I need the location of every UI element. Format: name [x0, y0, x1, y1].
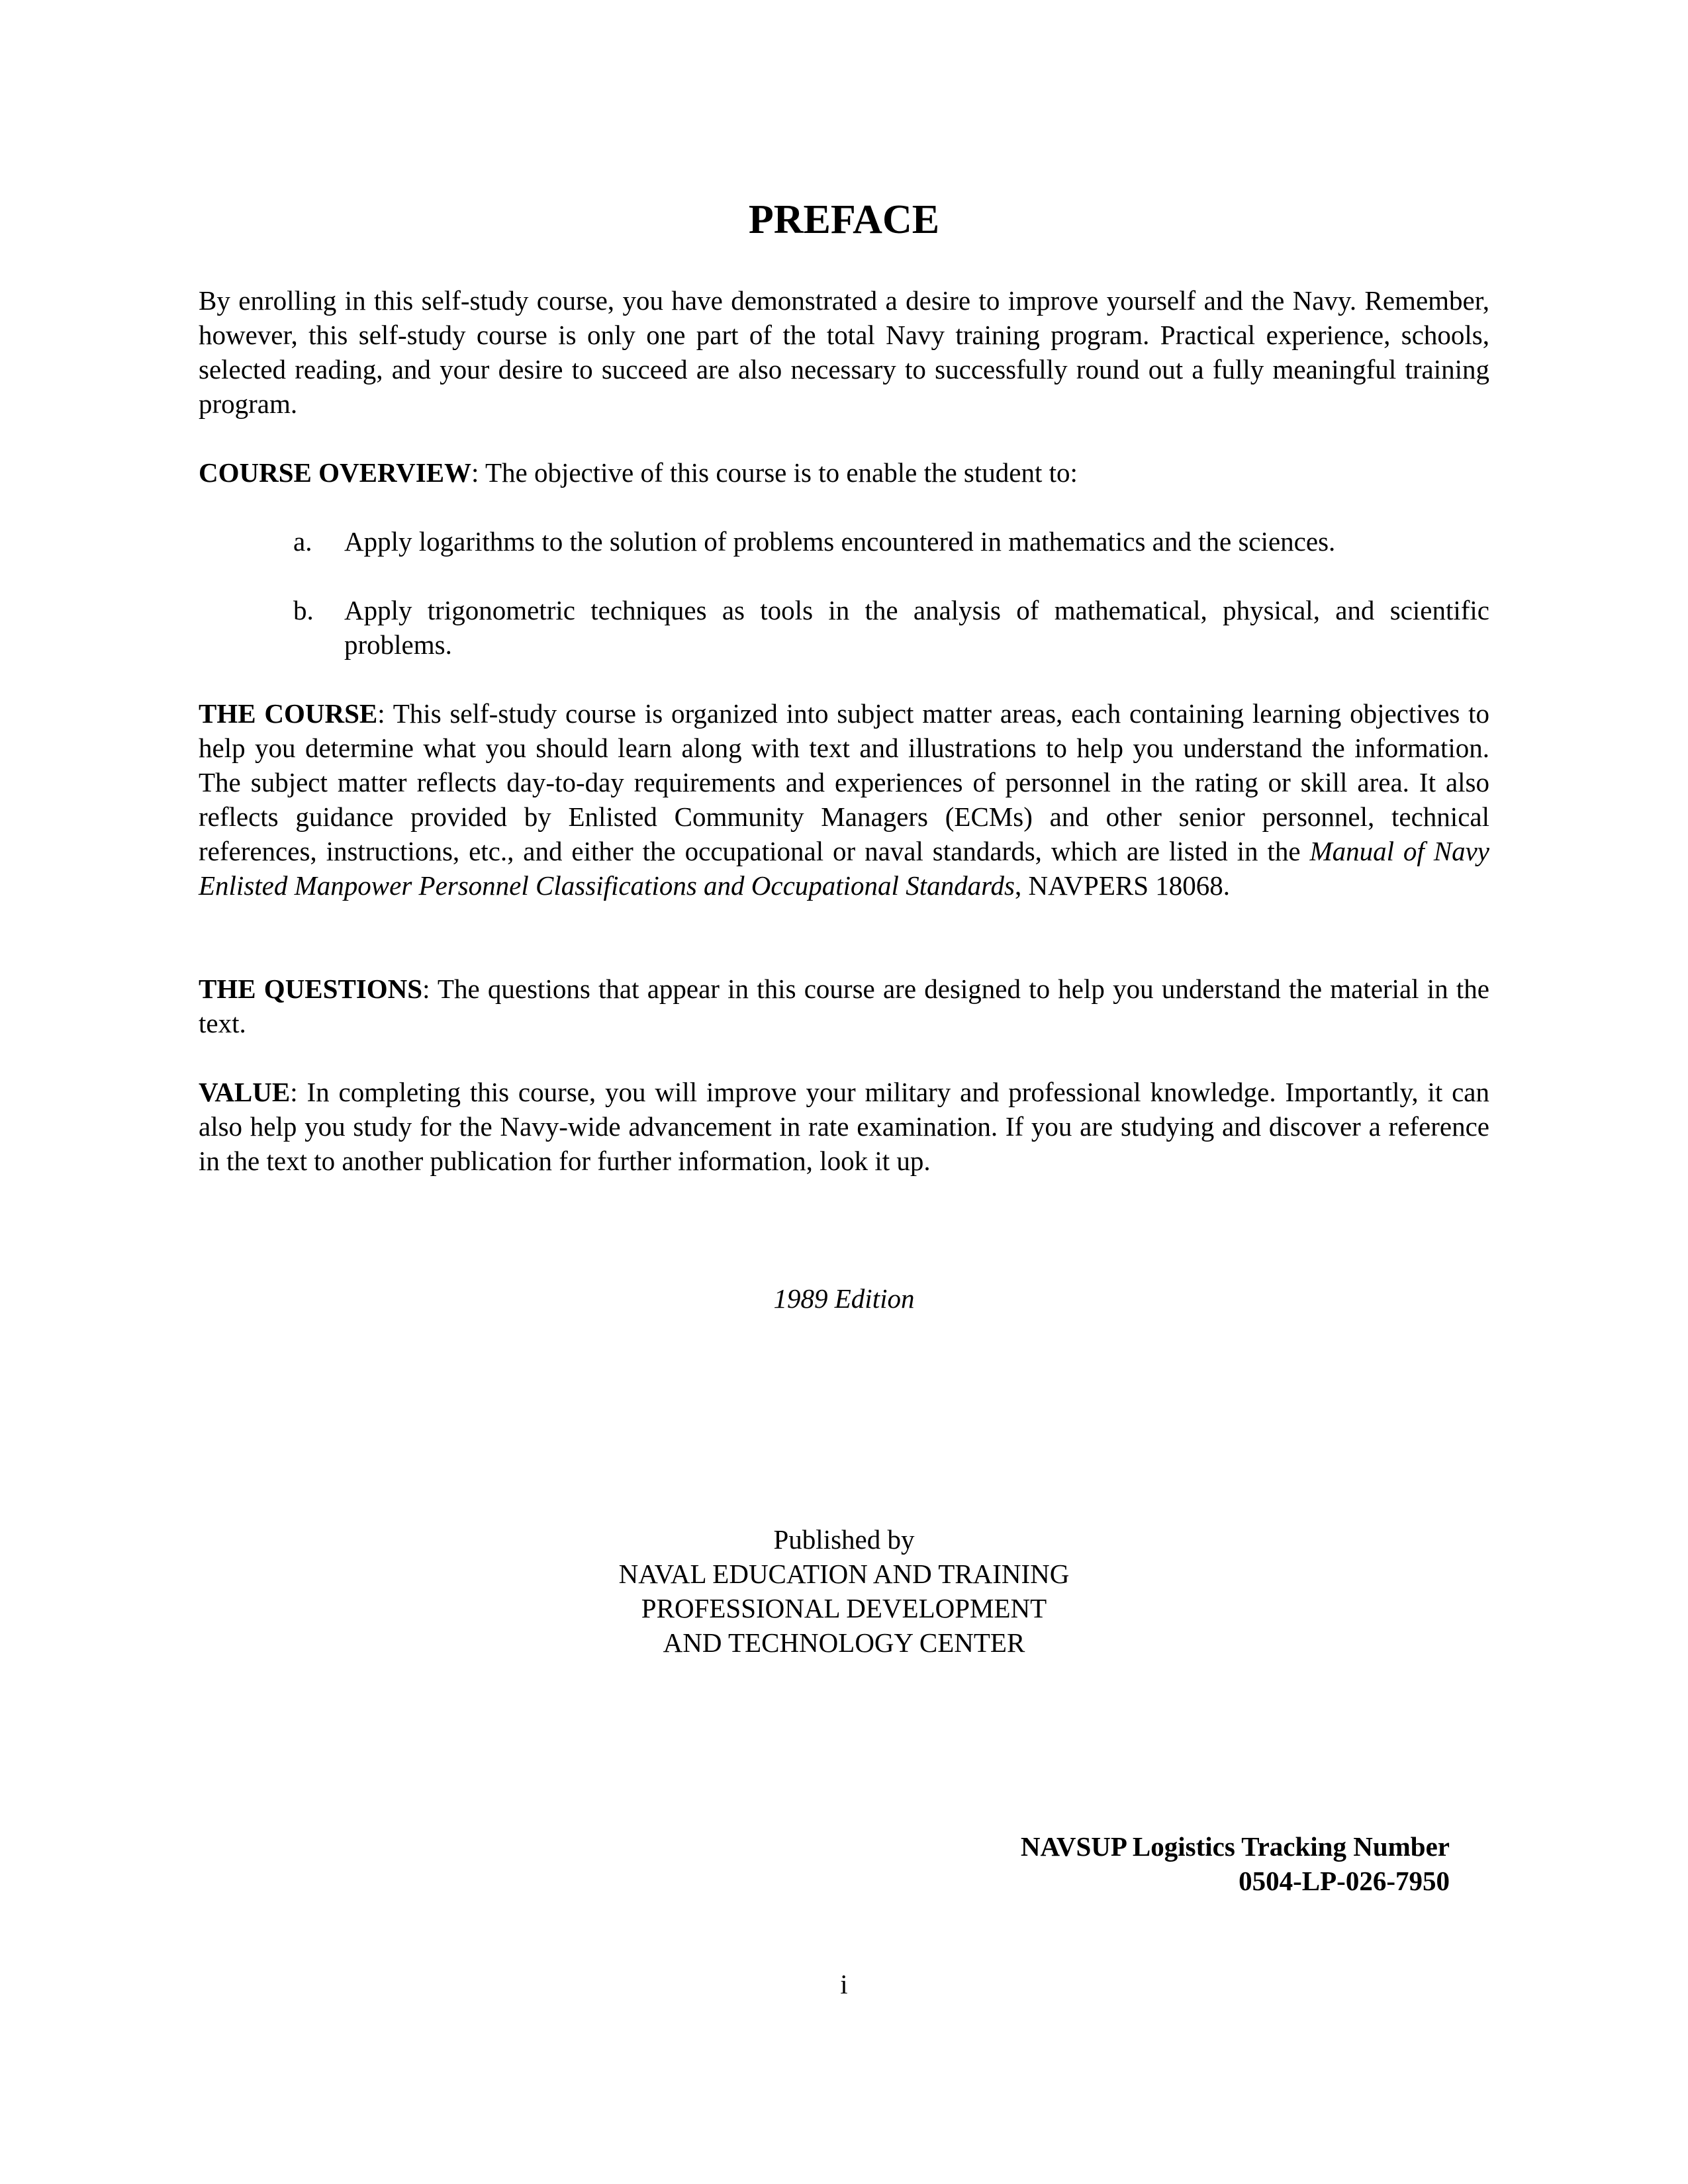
tracking-label: NAVSUP Logistics Tracking Number [1020, 1831, 1450, 1862]
published-by-label: Published by [773, 1524, 915, 1555]
publisher-line: AND TECHNOLOGY CENTER [663, 1627, 1025, 1658]
manual-title: Manual of Navy Enlisted Manpower Personnel Classifications and Occupational Standards [199, 836, 1489, 901]
course-overview-heading: COURSE OVERVIEW [199, 457, 472, 488]
objective-marker: a. [293, 526, 312, 557]
the-course-suffix: , NAVPERS 18068. [1014, 870, 1231, 901]
the-course-heading: THE COURSE [199, 698, 378, 729]
the-course-text: : This self-study course is organized into subject matter areas, each containing learning objectives to help you determine what you should learn along with text and illustrations to help you understand the information. The subject matter reflects day-to-day requirements and experiences of personnel in the rating or skill area. It also reflects guidance provided by Enlisted Community Managers (ECMs) and other senior personnel, technical references, instructions, etc., and either the occupational or naval standards, which are listed in the [199, 698, 1490, 866]
publisher-block [0, 1522, 1688, 1660]
the-questions-paragraph [199, 972, 1489, 1040]
publisher-line: NAVAL EDUCATION AND TRAINING [618, 1559, 1070, 1589]
value-text: : In completing this course, you will improve your military and professional knowledge. Importantly, it can also help you study for the Navy-wide advancement in rate examination. If you are studying and discover a reference in the text to another publication for further information, look it up. [199, 1077, 1489, 1176]
value-paragraph [199, 1075, 1489, 1178]
the-questions-text: : The questions that appear in this course are designed to help you understand the material in the text. [199, 974, 1489, 1038]
objective-text: Apply logarithms to the solution of problems encountered in mathematics and the sciences. [344, 526, 1336, 557]
tracking-number: 0504-LP-026-7950 [1239, 1866, 1450, 1896]
objective-marker: b. [293, 595, 314, 625]
publisher-line: PROFESSIONAL DEVELOPMENT [641, 1593, 1047, 1623]
the-course-paragraph [199, 696, 1489, 903]
the-questions-heading: THE QUESTIONS [199, 974, 423, 1004]
tracking-block [788, 1829, 1450, 1898]
objective-text: Apply trigonometric techniques as tools in the analysis of mathematical, physical, and scientific problems. [344, 595, 1489, 660]
intro-paragraph: By enrolling in this self-study course, you have demonstrated a desire to improve yourself and the Navy. Remember, however, this self-study course is only one part of the total Navy training program. Practical experience, schools, selected reading, and your desire to succeed are also necessary to successfully round out a fully meaningful training program. [199, 285, 1489, 419]
page-number: i [840, 1969, 848, 1999]
value-heading: VALUE [199, 1077, 291, 1107]
edition-label: 1989 Edition [773, 1283, 915, 1314]
page-title: PREFACE [748, 197, 940, 242]
course-overview-paragraph [199, 455, 1489, 490]
course-overview-text: : The objective of this course is to enable the student to: [471, 457, 1078, 488]
